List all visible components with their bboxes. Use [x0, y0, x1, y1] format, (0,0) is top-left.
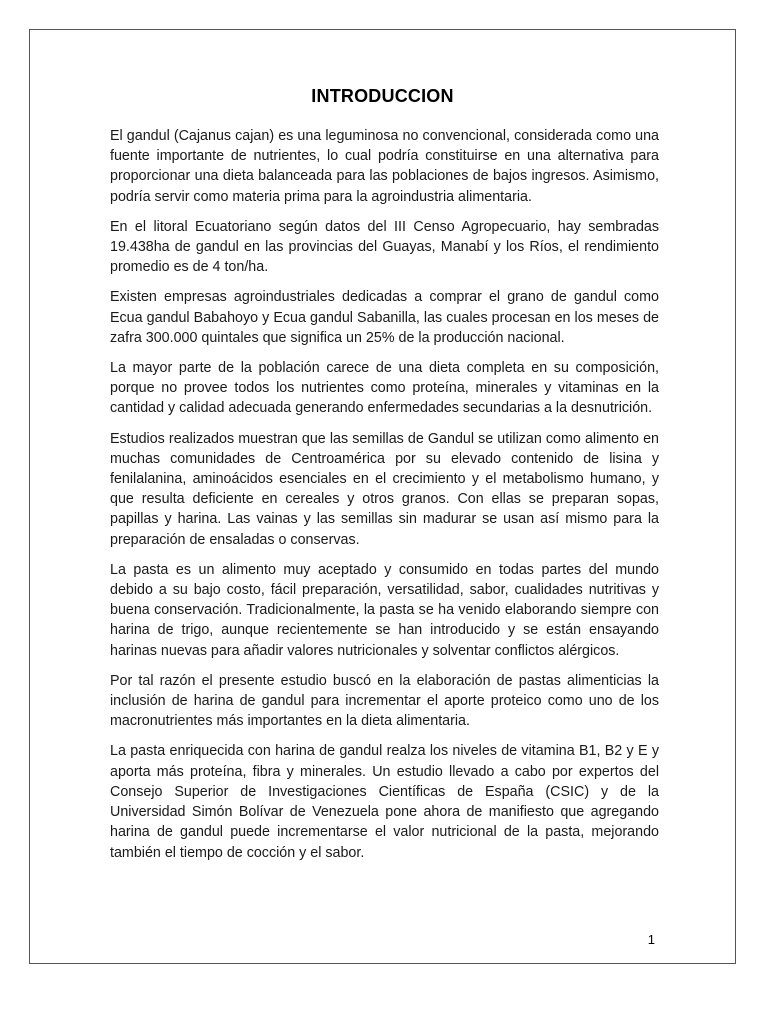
paragraph-6: La pasta es un alimento muy aceptado y consumido en todas partes del mundo debido a su bajo costo, fácil preparación, versatilidad, sabor, cualidades nutritivas y buena conservación. Tradicionalmente, la pasta se ha venido elaborando siempre con harina de trigo, aunque recientemente se han introducido y se están ensayando harinas nuevas para añadir valores nutricionales y solventar conflictos alérgicos.: [110, 561, 659, 659]
document-page: [29, 29, 736, 964]
paragraph-4: La mayor parte de la población carece de una dieta completa en su composición, porque no provee todos los nutrientes como proteína, minerales y vitaminas en la cantidad y calidad adecuada generando enfermedades secundarias a la desnutrición.: [110, 360, 659, 417]
page-title: INTRODUCCION: [311, 86, 454, 106]
paragraph-2: En el litoral Ecuatoriano según datos del III Censo Agropecuario, hay sembradas 19.438ha de gandul en las provincias del Guayas, Manabí y los Ríos, el rendimiento promedio es de 4 ton/ha.: [110, 218, 659, 276]
paragraph-8: La pasta enriquecida con harina de gandul realza los niveles de vitamina B1, B2 y E y aporta más proteína, fibra y minerales. Un estudio llevado a cabo por expertos del Consejo Superior de Investigaciones Científicas de España (CSIC) y de la Universidad Simón Bolívar de Venezuela pone ahora de manifiesto que agregando harina de gandul puede incrementarse el valor nutricional de la pasta, mejorando también el tiempo de cocción y el sabor.: [110, 743, 659, 861]
paragraph-5: Estudios realizados muestran que las semillas de Gandul se utilizan como alimento en muchas comunidades de Centroamérica por su elevado contenido de lisina y fenilalanina, aminoácidos esenciales en el crecimiento y el metabolismo humano, y que resulta deficiente en cereales y otros granos. Con ellas se preparan sopas, papillas y harina. Las vainas y las semillas sin madurar se usan así mismo para la preparación de ensaladas o conservas.: [110, 430, 659, 548]
body-text: [110, 126, 659, 873]
paragraph-1: El gandul (Cajanus cajan) es una leguminosa no convencional, considerada como una fuente importante de nutrientes, lo cual podría constituirse en una alternativa para proporcionar una dieta balanceada para las poblaciones de bajos ingresos. Asimismo, podría servir como materia prima para la agroindustria alimentaria.: [110, 128, 659, 205]
paragraph-3: Existen empresas agroindustriales dedicadas a comprar el grano de gandul como Ecua gandul Babahoyo y Ecua gandul Sabanilla, las cuales procesan en los meses de zafra 300.000 quintales que significa un 25% de la producción nacional.: [110, 289, 659, 346]
page-number: 1: [647, 932, 655, 947]
paragraph-7: Por tal razón el presente estudio buscó en la elaboración de pastas alimenticias la inclusión de harina de gandul para incrementar el aporte proteico como uno de los macronutrientes más importantes en la dieta alimentaria.: [110, 672, 659, 730]
